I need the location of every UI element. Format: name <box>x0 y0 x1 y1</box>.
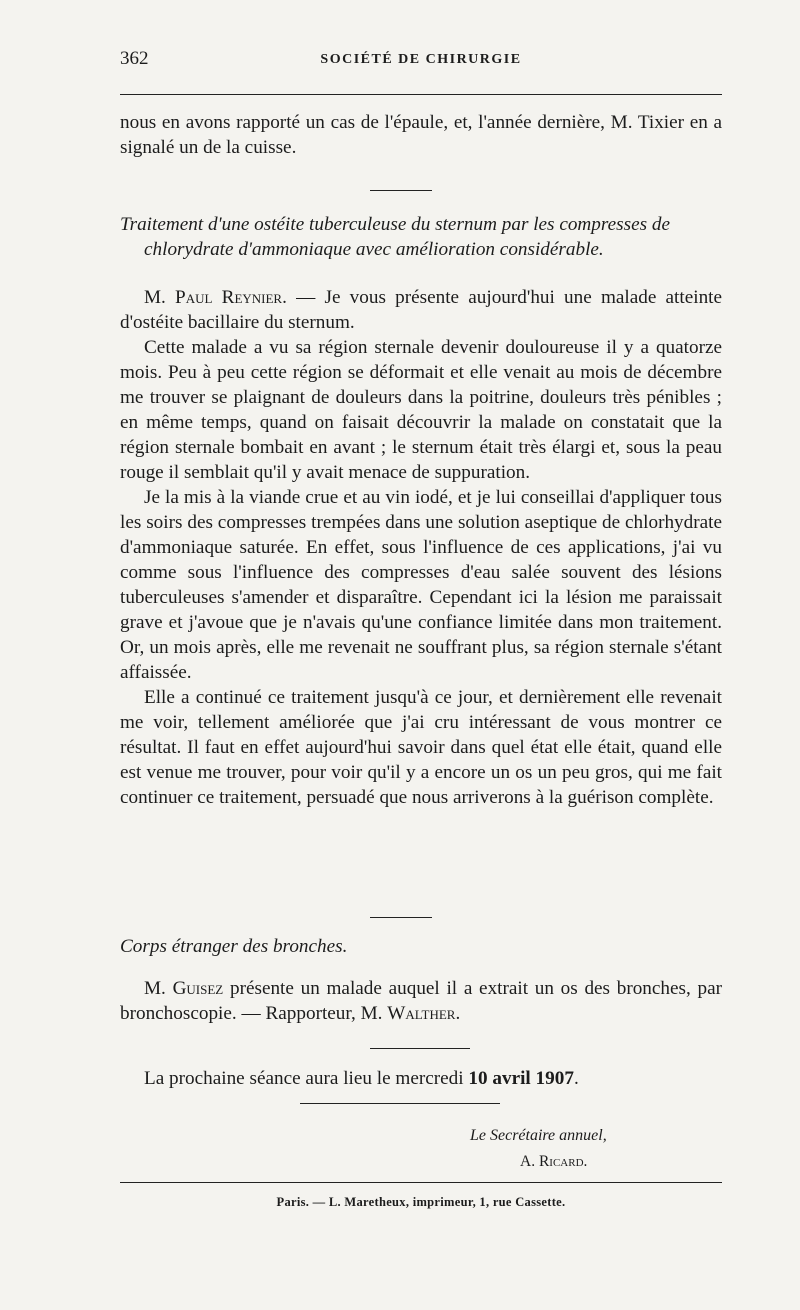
section-divider <box>370 190 432 191</box>
secretary-role: Le Secrétaire annuel, <box>470 1127 607 1144</box>
secretary-name: A. Ricard. <box>520 1153 588 1170</box>
printer-imprint: Paris. — L. Maretheux, imprimeur, 1, rue Cassette. <box>276 1195 566 1209</box>
next-session-announcement <box>120 1066 722 1091</box>
section2-title-block <box>120 934 722 959</box>
footer-rule <box>120 1182 722 1183</box>
journal-title: SOCIÉTÉ DE CHIRURGIE <box>320 52 522 67</box>
section2-title: Corps étranger des bronches. <box>120 936 348 957</box>
speaker-name: M. Guisez <box>144 978 224 999</box>
section2-paragraph <box>120 976 722 1026</box>
announcement-block <box>120 1066 722 1091</box>
running-head <box>120 48 722 78</box>
intro-block <box>120 110 722 160</box>
section2-text: présente un malade auquel il a extrait un os des bronches, par bronchoscopie. — Rapporteur, M. <box>120 978 723 1024</box>
section1-title-block <box>120 212 722 262</box>
section1-body <box>120 285 722 810</box>
speaker-name: M. Paul Reynier. <box>144 287 287 308</box>
section-divider <box>370 1048 470 1049</box>
section1-paragraph-2: Cette malade a vu sa région sternale devenir douloureuse il y a quatorze mois. Peu à peu cette région se déformait et elle venait au mois de décembre me trouver se plaignant de douleurs dans la poitrine, douleurs très pénibles ; en même temps, quand on faisait découvrir la malade on constatait que la région sternale bombait en avant ; le sternum était très élargi et, sous la peau rouge il semblait qu'il y avait menace de suppuration. <box>120 337 722 483</box>
section1-paragraph-1 <box>120 285 722 335</box>
reporter-name: Walther <box>387 1003 456 1024</box>
closing-divider <box>300 1103 500 1104</box>
section2-body <box>120 976 722 1026</box>
header-rule <box>120 94 722 95</box>
announcement-end: . <box>573 1068 579 1089</box>
signoff <box>470 1123 607 1175</box>
intro-paragraph: nous en avons rapporté un cas de l'épaule, et, l'année dernière, M. Tixier en a signalé un de la cuisse. <box>120 112 722 158</box>
section1-title: Traitement d'une ostéite tuberculeuse du sternum par les compresses de chlorydrate d'ammoniaque avec amélioration considérable. <box>120 214 670 260</box>
session-date: 10 avril 1907 <box>468 1068 574 1089</box>
page-number: 362 <box>120 48 149 69</box>
section1-paragraph-3: Je la mis à la viande crue et au vin iodé, et je lui conseillai d'appliquer tous les soirs des compresses trempées dans une solution aseptique de chlorhydrate d'ammoniaque saturée. En effet, sous l'influence de ces applications, j'ai vu comme sous l'influence des compresses d'eau salée souvent des lésions tuberculeuses s'amender et disparaître. Cependant ici la lésion me paraissait grave et j'avoue que je n'avais qu'une confiance limitée dans mon traitement. Or, un mois après, elle me revenait ne souffrant plus, sa région sternale s'étant affaissée. <box>120 487 722 683</box>
announcement-text: La prochaine séance aura lieu le mercredi <box>144 1068 469 1089</box>
section-divider <box>370 917 432 918</box>
section1-paragraph-4: Elle a continué ce traitement jusqu'à ce jour, et dernièrement elle revenait me voir, tellement améliorée que j'ai cru intéressant de vous montrer ce résultat. Il faut en effet aujourd'hui savoir dans quel état elle était, quand elle est venue me trouver, pour voir qu'il y a encore un os un peu gros, qui me fait continuer ce traitement, persuadé que nous arriverons à la guérison complète. <box>120 687 722 808</box>
paragraph-1-text: — Je vous présente aujourd'hui une malade atteinte d'ostéite bacillaire du sternum. <box>120 287 723 333</box>
section2-text-end: . <box>455 1003 461 1024</box>
